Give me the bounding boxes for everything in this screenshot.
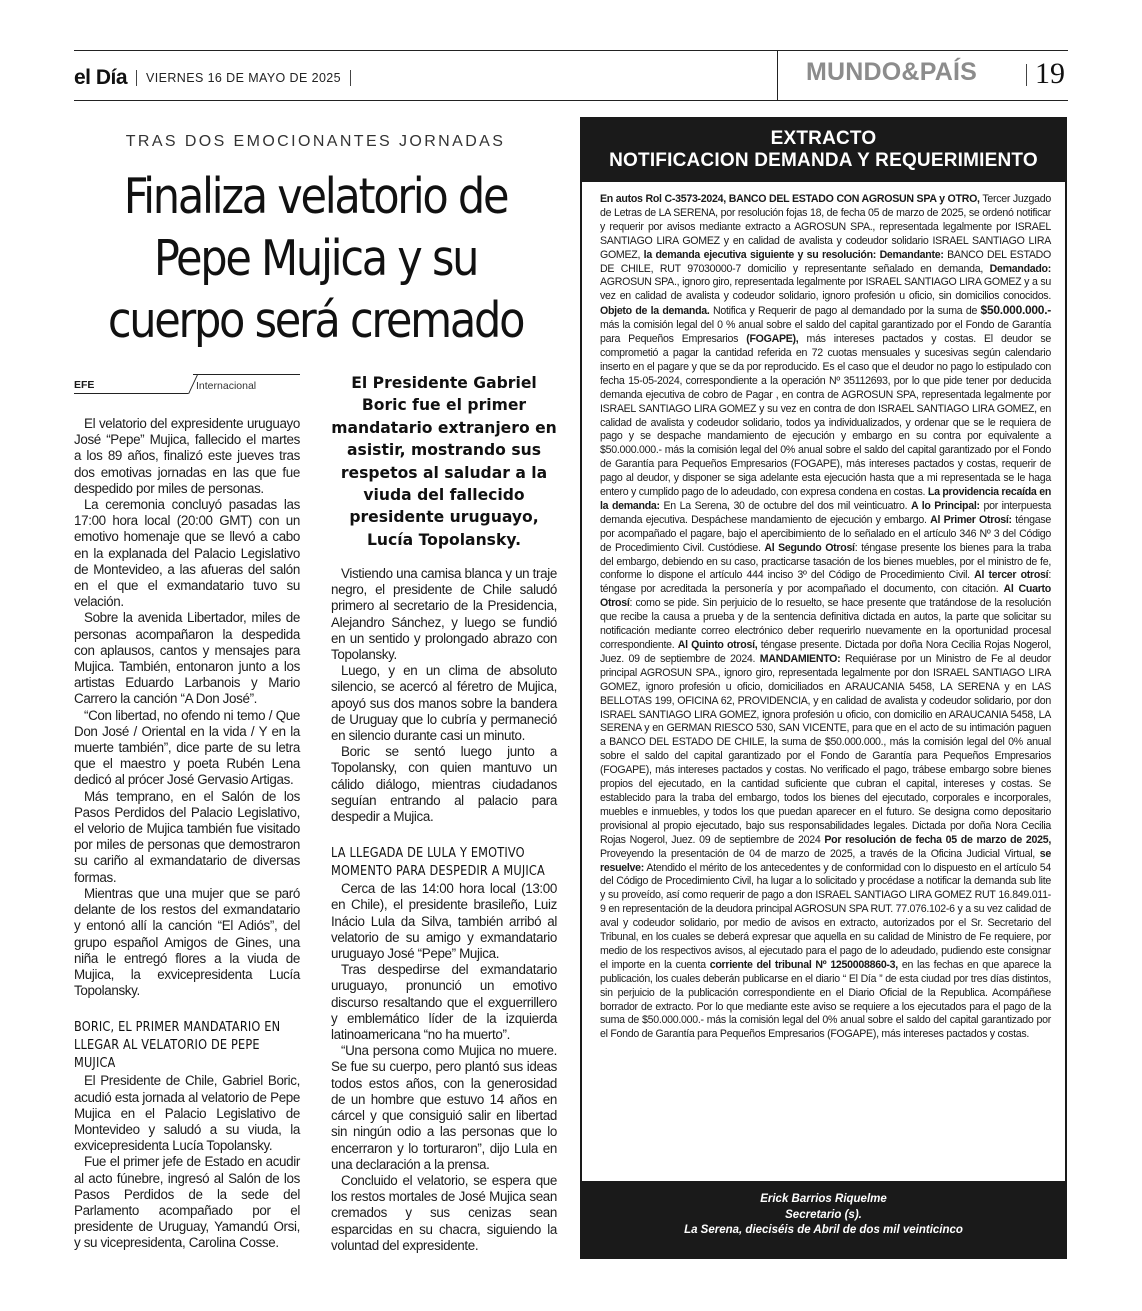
notice-text-bold: Al Quinto otrosí, (677, 639, 758, 651)
notice-text: Tercer Juzgado de Letras de LA SERENA, por resolución fojas 18, de fecha 05 de marzo de 2025, se ordenó notificar y requerir por avisos mediante extracto a AGROSUN SPA., representada legalmente por ISRAEL SANTIAGO LIRA GOMEZ y en calidad de avalista y codeudor solidario ISRAEL SANTIAGO LIRA GOMEZ, (600, 193, 1051, 261)
paragraph: Luego, y en un clima de absoluto silencio, se acercó al féretro de Mujica, apoyó sus dos manos sobre la bandera de Uruguay que lo cubría y permaneció en silencio durante casi un minuto. (331, 663, 557, 744)
notice-text: por interpuesta demanda ejecutiva. Despáchese mandamiento de ejecución y embargo. (600, 499, 1051, 526)
paragraph: El Presidente de Chile, Gabriel Boric, acudió esta jornada al velatorio de Pepe Mujica en el Palacio Legislativo de Montevideo y saludó a su viuda, la exvicepresidenta Lucía Topolansky. (74, 1073, 300, 1154)
signer-name: Erick Barrios Riquelme (760, 1193, 887, 1205)
notice-text-bold: corriente del tribunal Nº 1250008860-3, (709, 958, 898, 971)
notice-text: Proveyendo la presentación de 04 de marzo de 2025, a través de la Oficina Judicial Virtual, (600, 847, 1040, 860)
page-number: 19 (1035, 57, 1065, 90)
notice-text-bold: la demanda ejecutiva siguiente y su resolución: Demandante: (643, 248, 944, 261)
paragraph: Fue el primer jefe de Estado en acudir al acto fúnebre, ingresó al Salón de los Pasos Perdidos de la sede del Parlamento acompañado por el presidente de Uruguay, Yamandú Orsi, y su vicepresidenta, Carolina Cosse. (74, 1154, 300, 1251)
notice-text-bold: Por resolución de fecha 05 de marzo de 2025, (824, 833, 1051, 846)
article-column-2 (331, 566, 557, 1254)
article-kicker: TRAS DOS EMOCIONANTES JORNADAS (125, 133, 506, 150)
notice-text-bold: En autos Rol C-3573-2024, BANCO DEL ESTADO CON AGROSUN SPA y OTRO, (600, 193, 980, 205)
notice-text-bold: Al Cuarto Otrosí (600, 583, 1051, 610)
notice-text-bold: MANDAMIENTO: (759, 652, 841, 665)
paragraph: Vistiendo una camisa blanca y un traje negro, el presidente de Chile saludó primero al secretario de la Presidencia, Alejandro Sánchez, y luego se fundió en un sentido y prolongado abrazo con Topolansky. (331, 566, 557, 663)
header-rule (74, 100, 1068, 101)
subheading: BORIC, EL PRIMER MANDATARIO EN LLEGAR AL VELATORIO DE PEPE MUJICA (74, 1020, 281, 1072)
notice-text: : téngase presente los bienes para la traba del embargo, debiendo en su caso, practicarse tasación de los bienes muebles, por el ministro de fe, conforme lo dispone el artículo 444 inciso 3º del Código de Procedimiento Civil. (600, 541, 1051, 582)
paragraph: Cerca de las 14:00 hora local (13:00 en Chile), el presidente brasileño, Luiz Inácio Lula da Silva, también arribó al velatorio de su amigo y exmandatario uruguayo José “Pepe” Mujica. (331, 881, 557, 962)
paragraph: El velatorio del expresidente uruguayo José “Pepe” Mujica, fallecido el martes a los 89 años, finalizó este jueves tras dos emotivas jornadas en las que fue despedido por miles de personas. (74, 416, 300, 496)
notice-text-bold: Al tercer otrosí (974, 569, 1049, 582)
newspaper-logo: el Día (74, 66, 128, 89)
notice-subtitle: NOTIFICACION DEMANDA Y REQUERIMIENTO (609, 150, 1038, 171)
byline-source: EFE (74, 379, 95, 391)
notice-body (600, 193, 1051, 1042)
notice-text: BANCO DEL ESTADO DE CHILE, RUT 97030000-7 domicilio y representante señalado en demanda, (600, 248, 1051, 275)
paragraph: Sobre la avenida Libertador, miles de personas acompañaron la despedida con aplausos, cantos y mensajes para Mujica. También, entonaron junto a los artistas Eduardo Larbanois y Mario Carrero la canción “A Don José”. (74, 610, 300, 707)
notice-text: Notifica y Requerir de pago al demandado por la suma de (709, 305, 981, 318)
pull-quote: El Presidente Gabriel Boric fue el primer mandatario extranjero en asistir, mostrando sus respetos al saludar a la viuda del fallecido presidente uruguayo, Lucía Topolansky. (331, 374, 557, 549)
article-headline: Finaliza velatorio de Pepe Mujica y su cuerpo será cremado (107, 168, 524, 349)
notice-text: más la comisión legal del 0 % anual sobre el saldo del capital garantizado por el Fondo de Garantía para Pequeños Empresarios (600, 319, 1051, 346)
signature-place-date: La Serena, dieciséis de Abril de dos mil veinticinco (684, 1224, 963, 1236)
paragraph: Mientras que una mujer que se paró delante de los restos del exmandatario y entonó allí la canción “El Adiós”, del grupo español Amigos de Gines, una niña le entregó flores a la viuda de Mujica, la exvicepresidenta Lucía Topolansky. (74, 885, 300, 999)
notice-text: : como se pide. Sin perjuicio de lo resuelto, se hace presente que tratándose de la resolución que recibe la causa a prueba y de la sentencia definitiva dictada en autos, la parte que solicitar su notificación mediante correo electrónico deber requerirlo nuevamente en la oportunidad procesal correspondiente. (600, 597, 1051, 651)
notice-text: Atendido el mérito de los antecedentes y de conformidad con lo dispuesto en el artículo 54 del Código de Procedimiento Civil, ha lugar a lo solicitado y procédase a notificar la demanda sub lite y su proveído, así como requerir de pago a don ISRAEL SANTIAGO LIRA GOMEZ RUT 16.849.011-9 en representación de la deudora principal AGROSUN SPA RUT. 77.076.102-6 y a su vez calidad de aval y codeudor solidario, por medio de avisos en extracto, autorizados por el Sr. Secretario del Tribunal, en los cuales se deberá expresar que aquella en su calidad de Ministro de Fe requiere, por medio de los respectivos avisos, al ejecutado para el pago de lo adeudado, pudiendo este consignar el importe en la cuenta (600, 861, 1051, 971)
notice-title: EXTRACTO (770, 128, 877, 149)
byline (74, 374, 300, 396)
notice-text: téngase presente. Dictada por doña Nora Cecilia Rojas Nogerol, Juez. 09 de septiembre de 2024. (600, 639, 1051, 665)
notice-text-bold: se resuelve: (600, 847, 1051, 874)
paragraph: Boric se sentó luego junto a Topolansky, con quien mantuvo un cálido diálogo, mientras ciudadanos seguían entrando al palacio para despedir a Mujica. (331, 744, 557, 825)
section-name: MUNDO&PAÍS (806, 58, 977, 86)
paragraph: “Con libertad, no ofendo ni temo / Que Don José / Oriental en la vida / Y en la muerte también”, dice parte de su letra que el maestro y poeta Rubén Lena dedicó al prócer José Gervasio Artigas. (74, 707, 300, 788)
notice-text-bold: Al Segundo Otrosí (764, 541, 855, 554)
article-column-1 (74, 416, 300, 1252)
subheading: LA LLEGADA DE LULA Y EMOTIVO MOMENTO PARA DESPEDIR A MUJICA (331, 846, 545, 880)
notice-text: más intereses pactados y costas. El deudor se comprometió a pagar la cantidad referida en 72 cuotas mensuales y sucesivas según calendario inserto en el pagare y que se da por reproducido. Es el caso que el deudor no pago lo estipulado con fecha 15-05-2024, correspondiente a la operación Nº 35112693, por lo que pide tener por deducida demanda ejecutiva de cobro de Pagar , en contra de AGROSUN SPA, representada legalmente por ISRAEL SANTIAGO LIRA GOMEZ y su vez en contra de don ISRAEL SANTIAGO LIRA GOMEZ, en calidad de avalista y codeudor solidario, todos ya individualizados, y ordenar que se le requiera de pago y se despache mandamiento de ejecución y embargo en su contra por equivalente a $50.000.000.- más la comisión legal del 0% anual sobre el saldo del capital garantizado por el Fondo de Garantía para Pequeños Empresarios (FOGAPE), más intereses pactados y costas, requerir de pago al deudor, y disponer se siga adelante esta ejecución hasta que a mi representada se le haga entero y cumplido pago de lo adeudado, con expresa condena en costas. (600, 333, 1051, 499)
notice-text-bold: Demandado: (989, 262, 1051, 275)
masthead (74, 64, 360, 92)
header-divider (350, 70, 351, 86)
paragraph: La ceremonia concluyó pasadas las 17:00 hora local (20:00 GMT) con un emotivo homenaje que se llevó a cabo en la explanada del Palacio Legislativo de Montevideo, a las afueras del salón en el que el exmandatario tuvo su velación. (74, 497, 300, 610)
paragraph: Tras despedirse del exmandatario uruguayo, pronunció un emotivo discurso resaltando que el exguerrillero y emblemático líder de la izquierda latinoamericana “no ha muerto”. (331, 962, 557, 1043)
notice-header (582, 119, 1065, 182)
paragraph: “Una persona como Mujica no muere. Se fue su cuerpo, pero plantó sus ideas todos estos años, con la generosidad de un hombre que estuvo 14 años en cárcel y que consiguió salir en libertad sin ningún odio a las personas que lo encerraron y lo torturaron”, dijo Lula en una declaración a la prensa. (331, 1043, 557, 1172)
section-divider (777, 50, 778, 100)
page-number-divider (1026, 64, 1027, 86)
notice-text: Requiérase por un Ministro de Fe al deudor principal AGROSUN SPA., ignoro giro, representada legalmente por don ISRAEL SANTIAGO LIRA GOMEZ, ignoro profesión u oficio, domiciliados en ARAUCANIA 5458, LA SERENA y en LAS BELLOTAS 199, OFICINA 62, PROVIDENCIA, y en calidad de avalista y codeudor solidario, por don ISRAEL SANTIAGO LIRA GOMEZ, ignora profesión u oficio, con domicilio en ARAUCANIA 5458, LA SERENA y en GERMAN RIESCO 530, SAN VICENTE, para que en el acto de su intimación paguen a BANCO DEL ESTADO DE CHILE, la suma de $50.000.000., más la comisión legal del 0% anual sobre el saldo del capital garantizado por el Fondo de Garantía para Pequeños Empresarios (FOGAPE), más intereses pactados y costas. No verificado el pago, trábese embargo sobre bienes propios del ejecutado, en la cantidad suficiente que cubran el capital, intereses y costas. Se establecido para la traba del embargo, todos los bienes del ejecutado, corporales e incorporales, muebles e inmuebles, y todos los que puedan aparecer en el futuro. Se designa como depositario provisional al propio ejecutado, bajo sus responsabilidades legales. Dictada por doña Nora Cecilia Rojas Nogerol, Juez. 09 de septiembre de 2024 (600, 652, 1051, 846)
byline-rule (74, 393, 188, 394)
notice-text-bold: La providencia recaída en la demanda: (600, 486, 1052, 512)
notice-text-bold: (FOGAPE), (746, 333, 799, 346)
notice-text: en las fechas en que aparece la publicación, los cuales deberán publicarse en el diario “ El Día ” de esta ciudad por tres días distintos, sin perjuicio de la publicación correspondiente en el Diario Oficial de la Republica. Acompáñese borrador de extracto. Por lo que mediante este aviso se requiere a los ejecutados para el pago de la suma de $50.000.000.- más la comisión legal del 0% anual sobre el saldo del capital garantizado por el Fondo de Garantía para Pequeños Empresarios (FOGAPE), más intereses pactados y costas. (600, 958, 1052, 1041)
notice-text: téngase por acompañado el pagare, bajo el apercibimiento de lo señalado en el artículo 346 Nº 3 del Código de Procedimiento Civil. Custódiese. (600, 513, 1052, 554)
byline-rule (193, 374, 300, 375)
notice-signature (582, 1181, 1065, 1257)
signer-title: Secretario (s). (785, 1208, 862, 1221)
paragraph: Concluido el velatorio, se espera que los restos mortales de José Mujica sean cremados y sus cenizas sean esparcidas en su chacra, siguiendo la voluntad del expresidente. (331, 1172, 557, 1253)
notice-text: AGROSUN SPA., ignoro giro, representada legalmente por ISRAEL SANTIAGO LIRA GOMEZ y a su vez en calidad de avalista y codeudor solidario, ignoro profesión u oficio, sin domicilios conocidos. (600, 276, 1051, 303)
notice-text: En La Serena, 30 de octubre del dos mil veinticuatro. (659, 499, 911, 512)
notice-amount: $50.000.000.- (980, 303, 1051, 318)
header-divider (136, 70, 137, 86)
paragraph: Más temprano, en el Salón de los Pasos Perdidos del Palacio Legislativo, el velorio de Mujica también fue visitado por miles de personas que demostraron su cariño al exmandatario de diversas formas. (74, 788, 300, 885)
notice-text-bold: Objeto de la demanda. (600, 305, 710, 318)
notice-text: : téngase por acreditada la personería y por acompañado el documento, con citación. (600, 569, 1051, 596)
byline-category: Internacional (196, 380, 257, 392)
issue-date: VIERNES 16 DE MAYO DE 2025 (146, 71, 341, 85)
top-rule (74, 50, 1068, 51)
notice-text-bold: A lo Principal: (911, 499, 980, 512)
legal-notice (580, 117, 1067, 1259)
notice-text-bold: Al Primer Otrosí: (930, 513, 1012, 526)
